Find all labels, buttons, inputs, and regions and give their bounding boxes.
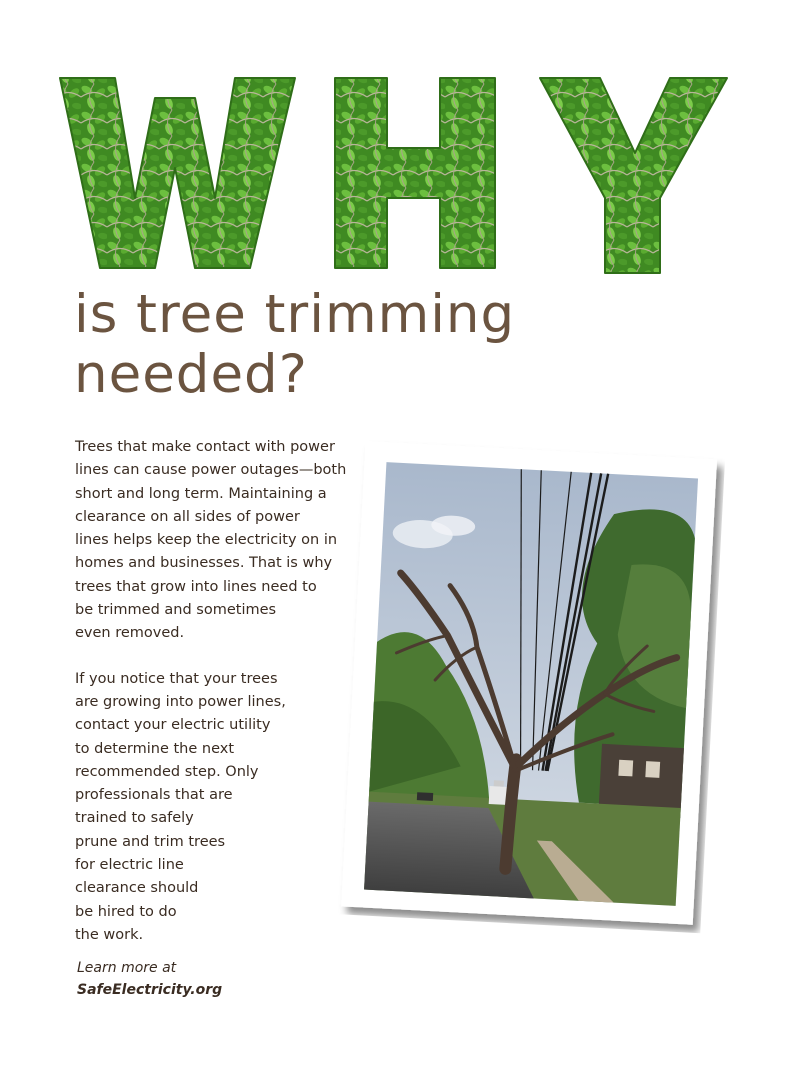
- paragraph-line: be trimmed and sometimes: [75, 602, 277, 619]
- subhead-line-2: needed?: [74, 344, 308, 405]
- paragraph-line: lines can cause power outages—both: [75, 462, 347, 479]
- why-leaf-letters: [55, 58, 735, 283]
- paragraph-line: contact your electric utility: [75, 717, 271, 734]
- paragraph-line: for electric line: [75, 857, 184, 874]
- tree-photo: [337, 437, 726, 933]
- paragraph-line: short and long term. Maintaining a: [75, 485, 327, 502]
- paragraph-line: If you notice that your trees: [75, 670, 278, 687]
- paragraph-1: [75, 436, 365, 646]
- paragraph-line: lines helps keep the electricity on in: [75, 532, 338, 549]
- paragraph-line: clearance should: [75, 880, 199, 897]
- learn-more: [77, 957, 222, 1001]
- letter-y: [540, 78, 727, 273]
- letter-h: [335, 78, 495, 268]
- paragraph-line: even removed.: [75, 625, 185, 642]
- letter-w: [60, 78, 295, 268]
- paragraph-2: [75, 668, 365, 948]
- website-link[interactable]: SafeElectricity.org: [77, 982, 223, 998]
- paragraph-line: the work.: [75, 926, 144, 943]
- paragraph-line: trained to safely: [75, 810, 194, 827]
- paragraph-line: to determine the next: [75, 740, 235, 757]
- body-text: [75, 436, 365, 947]
- paragraph-line: prune and trim trees: [75, 833, 226, 850]
- paragraph-line: are growing into power lines,: [75, 693, 286, 710]
- paragraph-line: clearance on all sides of power: [75, 508, 300, 525]
- paragraph-line: homes and businesses. That is why: [75, 555, 333, 572]
- subhead-line-1: is tree trimming: [74, 284, 516, 345]
- subhead: [74, 285, 515, 405]
- paragraph-line: trees that grow into lines need to: [75, 578, 317, 595]
- learn-more-label: Learn more at: [77, 960, 177, 976]
- paragraph-line: Trees that make contact with power: [75, 439, 335, 455]
- paragraph-line: professionals that are: [75, 787, 233, 804]
- paragraph-line: be hired to do: [75, 903, 177, 920]
- paragraph-line: recommended step. Only: [75, 763, 259, 780]
